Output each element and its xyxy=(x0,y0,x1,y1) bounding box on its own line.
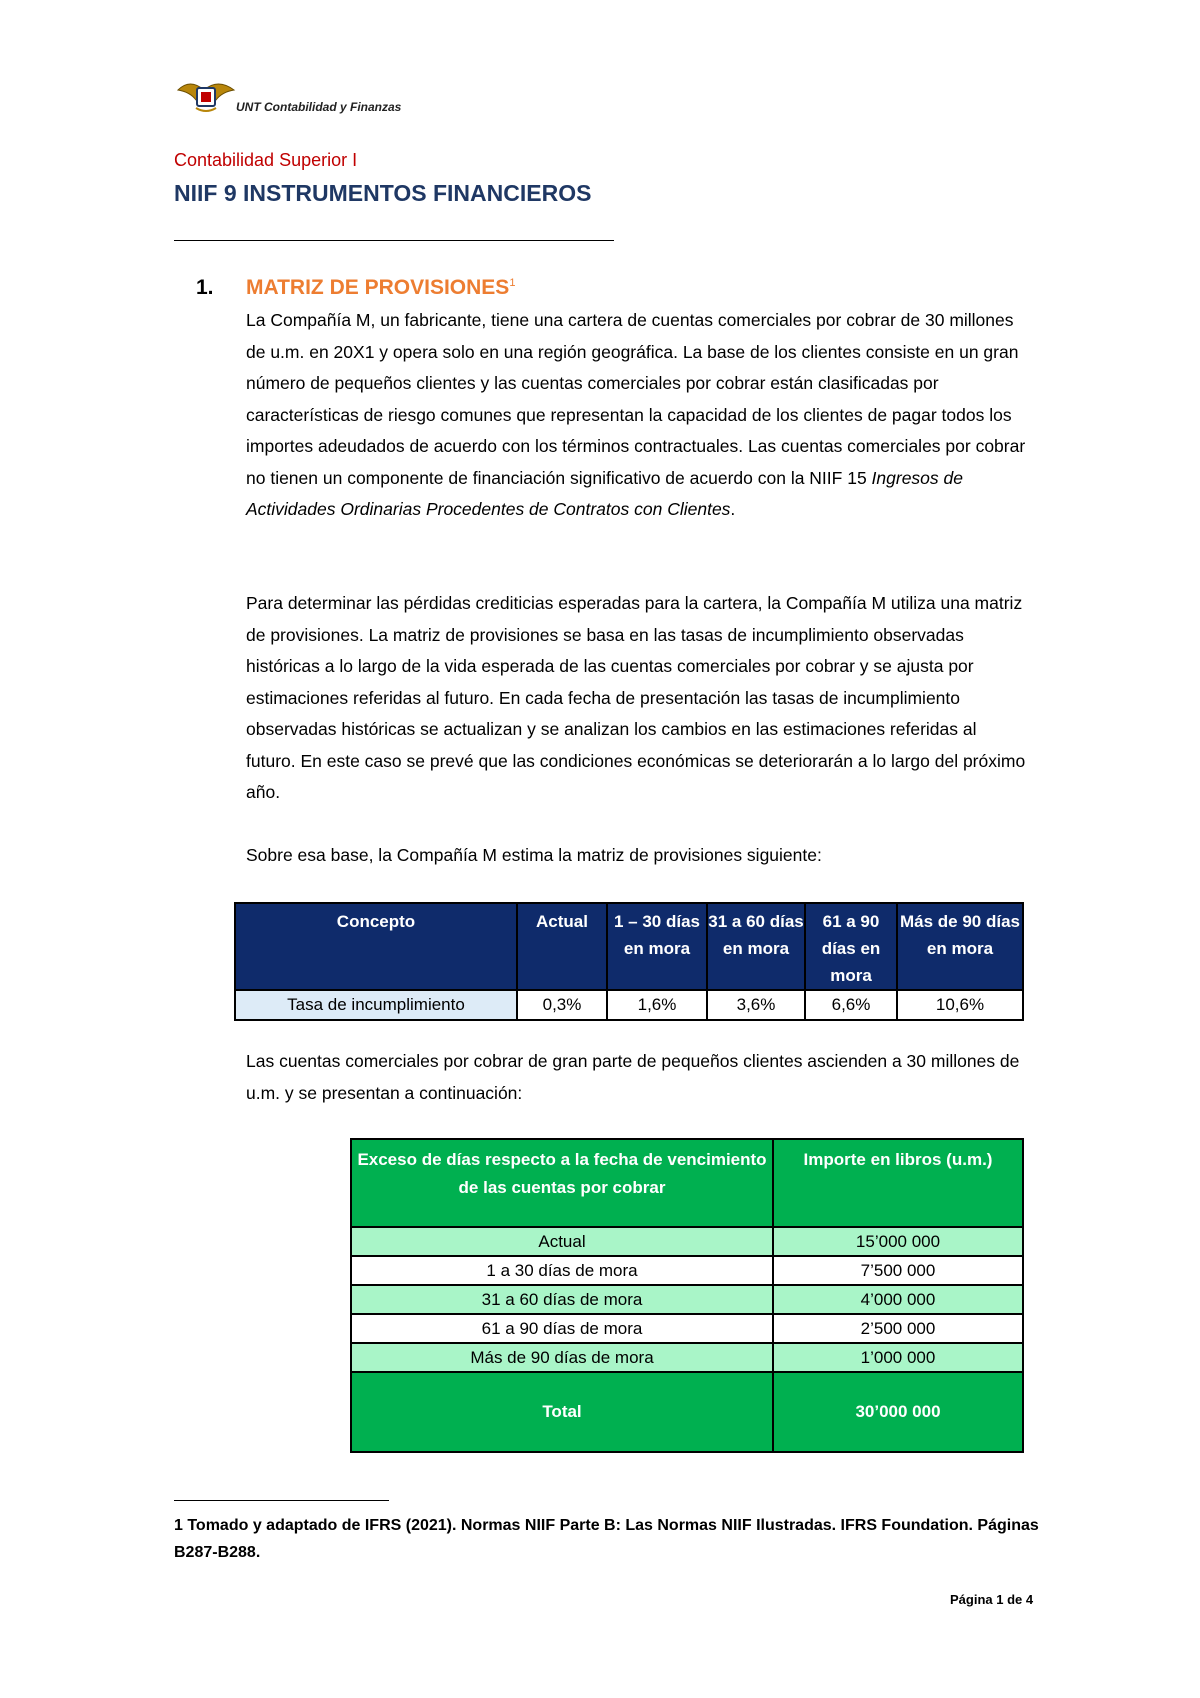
header-days-past-due: Exceso de días respecto a la fecha de vencimiento de las cuentas por cobrar xyxy=(351,1139,773,1227)
course-name: Contabilidad Superior I xyxy=(174,150,358,170)
standard-name: Ingresos de Actividades Ordinarias Procedentes de Contratos con Clientes xyxy=(246,467,963,519)
rate-31-60: 3,6% xyxy=(707,990,805,1020)
row-label: 1 a 30 días de mora xyxy=(351,1256,773,1285)
table-header-row xyxy=(351,1139,1023,1227)
document-title: NIIF 9 INSTRUMENTOS FINANCIEROS xyxy=(174,180,592,206)
table-header-row xyxy=(235,903,1023,990)
header-concepto: Concepto xyxy=(235,903,517,990)
paragraph-1 xyxy=(246,305,1026,526)
row-label: Actual xyxy=(351,1227,773,1256)
table-row xyxy=(351,1227,1023,1256)
table-row xyxy=(351,1343,1023,1372)
header-61-90: 61 a 90 días en mora xyxy=(805,903,897,990)
rate-1-30: 1,6% xyxy=(607,990,707,1020)
title-divider xyxy=(174,240,614,241)
paragraph-4: Las cuentas comerciales por cobrar de gran parte de pequeños clientes ascienden a 30 millones de u.m. y se presentan a continuación: xyxy=(246,1051,1020,1103)
row-amount: 2’500 000 xyxy=(773,1314,1023,1343)
table-row xyxy=(351,1256,1023,1285)
table-row xyxy=(235,990,1023,1020)
rate-61-90: 6,6% xyxy=(805,990,897,1020)
table-row xyxy=(351,1314,1023,1343)
receivables-table xyxy=(350,1138,1024,1453)
header-1-30: 1 – 30 días en mora xyxy=(607,903,707,990)
footnote: 1 Tomado y adaptado de IFRS (2021). Normas NIIF Parte B: Las Normas NIIF Ilustradas. IFRS Foundation. Páginas B287-B288. xyxy=(174,1517,1039,1561)
row-label: Tasa de incumplimiento xyxy=(235,990,517,1020)
university-logo xyxy=(176,76,236,116)
header-actual: Actual xyxy=(517,903,607,990)
row-label: 31 a 60 días de mora xyxy=(351,1285,773,1314)
table-row xyxy=(351,1285,1023,1314)
header-31-60: 31 a 60 días en mora xyxy=(707,903,805,990)
provision-matrix-table xyxy=(234,902,1024,1021)
section-title-text: MATRIZ DE PROVISIONES xyxy=(246,276,510,299)
section-number: 1. xyxy=(196,276,214,299)
footnote-reference: 1 xyxy=(509,277,516,289)
total-row xyxy=(351,1372,1023,1452)
row-amount: 4’000 000 xyxy=(773,1285,1023,1314)
header-over-90: Más de 90 días en mora xyxy=(897,903,1023,990)
paragraph-3: Sobre esa base, la Compañía M estima la matriz de provisiones siguiente: xyxy=(246,845,822,865)
row-amount: 1’000 000 xyxy=(773,1343,1023,1372)
row-label: 61 a 90 días de mora xyxy=(351,1314,773,1343)
row-label: Más de 90 días de mora xyxy=(351,1343,773,1372)
paragraph-1-end: . xyxy=(730,499,736,519)
rate-actual: 0,3% xyxy=(517,990,607,1020)
section-title xyxy=(246,276,515,300)
total-amount: 30’000 000 xyxy=(773,1372,1023,1452)
header-carrying-amount: Importe en libros (u.m.) xyxy=(773,1139,1023,1227)
paragraph-2: Para determinar las pérdidas crediticias esperadas para la cartera, la Compañía M utiliza una matriz de provisiones. La matriz de provisiones se basa en las tasas de incumplimiento observadas históricas a lo largo de la vida esperada de las cuentas comerciales por cobrar y se ajusta por estimaciones referidas al futuro. En cada fecha de presentación las tasas de incumplimiento observadas históricas se actualizan y se analizan los cambios en las estimaciones referidas al futuro. En este caso se prevé que las condiciones económicas se deteriorarán a lo largo del próximo año. xyxy=(246,593,1026,802)
row-amount: 7’500 000 xyxy=(773,1256,1023,1285)
row-amount: 15’000 000 xyxy=(773,1227,1023,1256)
page-number: Página 1 de 4 xyxy=(950,1592,1034,1607)
rate-over-90: 10,6% xyxy=(897,990,1023,1020)
paragraph-1-text: La Compañía M, un fabricante, tiene una cartera de cuentas comerciales por cobrar de 30 millones de u.m. en 20X1 y opera solo en una región geográfica. La base de los clientes consiste en un gran número de pequeños clientes y las cuentas comerciales por cobrar están clasificadas por características de riesgo comunes que representan la capacidad de los clientes de pagar todos los importes adeudados de acuerdo con los términos contractuales. Las cuentas comerciales por cobrar no tienen un componente de financiación significativo de acuerdo con la NIIF 15 xyxy=(246,310,1026,488)
footnote-divider xyxy=(174,1500,389,1501)
logo-caption: UNT Contabilidad y Finanzas xyxy=(236,100,402,114)
total-label: Total xyxy=(351,1372,773,1452)
